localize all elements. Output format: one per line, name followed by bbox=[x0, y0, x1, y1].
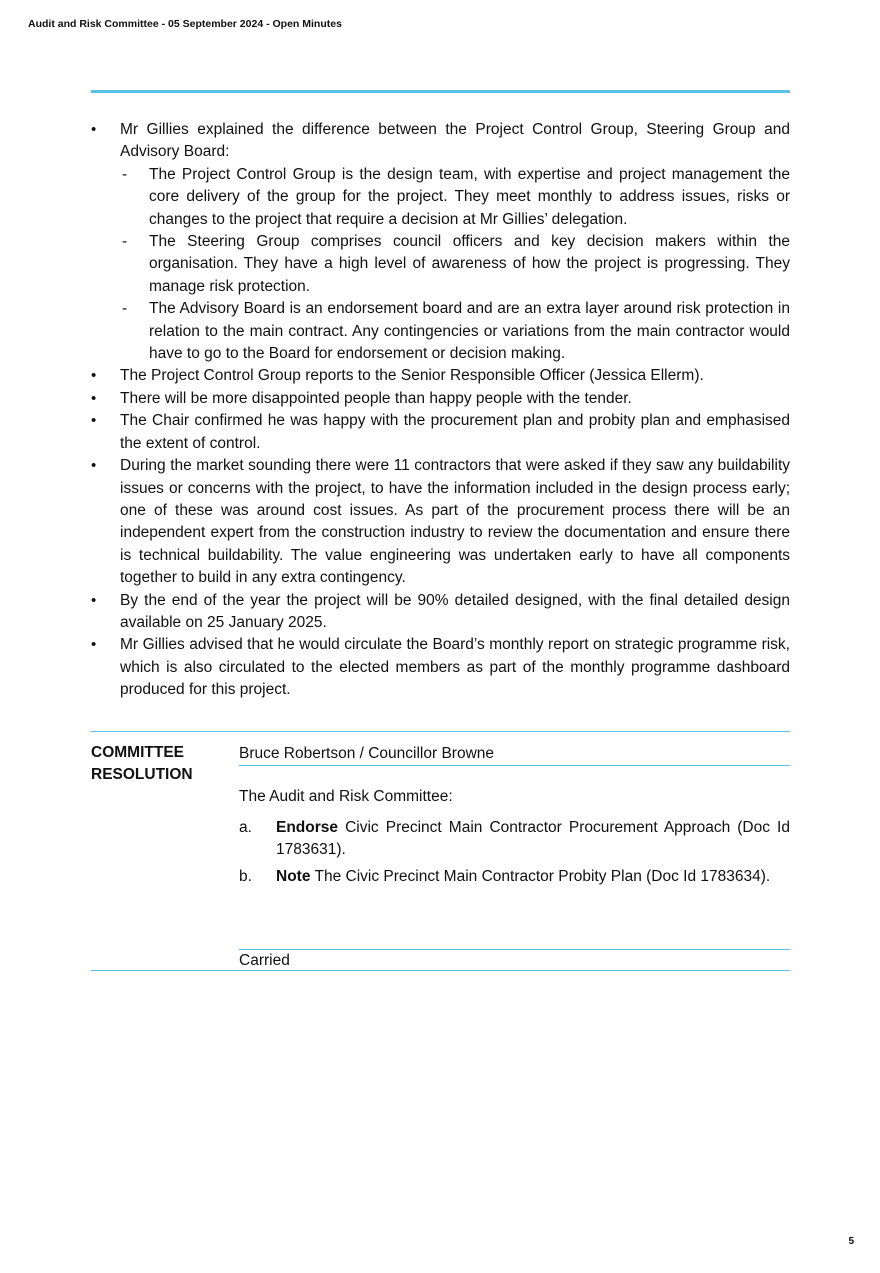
sub-item bbox=[91, 164, 790, 231]
bullet-item bbox=[91, 634, 790, 701]
bullet-marker: • bbox=[91, 121, 97, 138]
running-header: Audit and Risk Committee - 05 September 2024 - Open Minutes bbox=[28, 18, 342, 30]
resolution-items bbox=[239, 817, 790, 893]
bullet-marker: • bbox=[91, 389, 97, 407]
bullet-text: During the market sounding there were 11 contractors that were asked if they saw any buildability issues or concerns with the project, to have the information included in the design process early; one of these was around cost issues. As part of the procurement process there will be an independent expert from the construction industry to review the documentation and ensure there is technical buildability. The value engineering was undertaken early to have all components together to build in any extra contingency. bbox=[120, 457, 790, 587]
bullet-item bbox=[91, 388, 790, 410]
minutes-body bbox=[91, 119, 790, 702]
dash-marker: - bbox=[122, 300, 128, 318]
resolution-top-rule bbox=[91, 731, 790, 732]
bullet-marker: • bbox=[91, 412, 97, 430]
resolution-bottom-rule bbox=[91, 970, 790, 971]
resolution-intro: The Audit and Risk Committee: bbox=[239, 788, 453, 805]
bullet-marker: • bbox=[91, 457, 97, 475]
resolution-outcome: Carried bbox=[239, 952, 290, 969]
bullet-item bbox=[91, 119, 790, 365]
resolution-movers: Bruce Robertson / Councillor Browne bbox=[239, 745, 495, 762]
discussion-bullets bbox=[91, 119, 790, 702]
dash-marker: - bbox=[122, 165, 128, 183]
bullet-text: The Chair confirmed he was happy with the procurement plan and probity plan and emphasised the extent of control. bbox=[120, 412, 790, 452]
page-number: 5 bbox=[848, 1236, 854, 1247]
bullet-marker: • bbox=[91, 636, 97, 654]
resolution-item-keyword: Note bbox=[276, 868, 311, 886]
resolution-item-letter: a. bbox=[239, 819, 252, 836]
resolution-label bbox=[91, 742, 231, 787]
outcome-top-rule bbox=[239, 949, 790, 950]
resolution-label-line: COMMITTEE bbox=[91, 744, 184, 761]
bullet-item bbox=[91, 410, 790, 455]
resolution-item bbox=[239, 817, 790, 862]
bullet-text: By the end of the year the project will be 90% detailed designed, with the final detailed design available on 25 January 2025. bbox=[120, 591, 790, 631]
resolution-item-text: Civic Precinct Main Contractor Procurement Approach (Doc Id 1783631). bbox=[276, 819, 790, 859]
resolution-item-keyword: Endorse bbox=[276, 819, 339, 836]
movers-underline bbox=[239, 765, 790, 766]
bullet-marker: • bbox=[91, 367, 97, 385]
sub-item-text: The Advisory Board is an endorsement board and are an extra layer around risk protection in relation to the main contract. Any contingencies or variations from the main contractor would have to go to the Board for endorsement or decision making. bbox=[149, 300, 790, 363]
sub-item-text: The Steering Group comprises council officers and key decision makers within the organisation. They have a high level of awareness of how the project is progressing. They manage risk protection. bbox=[149, 233, 790, 295]
sub-item-text: The Project Control Group is the design team, with expertise and project management the core delivery of the group for the project. They meet monthly to address issues, risks or changes to the project that require a decision at Mr Gillies’ delegation. bbox=[149, 165, 790, 228]
bullet-text: Mr Gillies explained the difference between the Project Control Group, Steering Group and Advisory Board: bbox=[120, 121, 790, 161]
resolution-label-line: RESOLUTION bbox=[91, 766, 193, 784]
resolution-item bbox=[239, 866, 790, 888]
resolution-item-text: The Civic Precinct Main Contractor Probity Plan (Doc Id 1783634). bbox=[310, 868, 771, 886]
sub-bullets bbox=[91, 164, 790, 366]
bullet-item bbox=[91, 590, 790, 635]
bullet-text: There will be more disappointed people than happy people with the tender. bbox=[120, 389, 632, 407]
bullet-text: The Project Control Group reports to the Senior Responsible Officer (Jessica Ellerm). bbox=[120, 367, 704, 385]
dash-marker: - bbox=[122, 233, 128, 251]
bullet-item bbox=[91, 455, 790, 589]
sub-item bbox=[91, 231, 790, 298]
bullet-marker: • bbox=[91, 591, 97, 609]
sub-item bbox=[91, 298, 790, 365]
bullet-text: Mr Gillies advised that he would circulate the Board’s monthly report on strategic programme risk, which is also circulated to the elected members as part of the monthly programme dashboard produced for this project. bbox=[120, 636, 790, 699]
header-rule bbox=[91, 90, 790, 93]
bullet-item bbox=[91, 365, 790, 387]
resolution-item-letter: b. bbox=[239, 868, 252, 886]
